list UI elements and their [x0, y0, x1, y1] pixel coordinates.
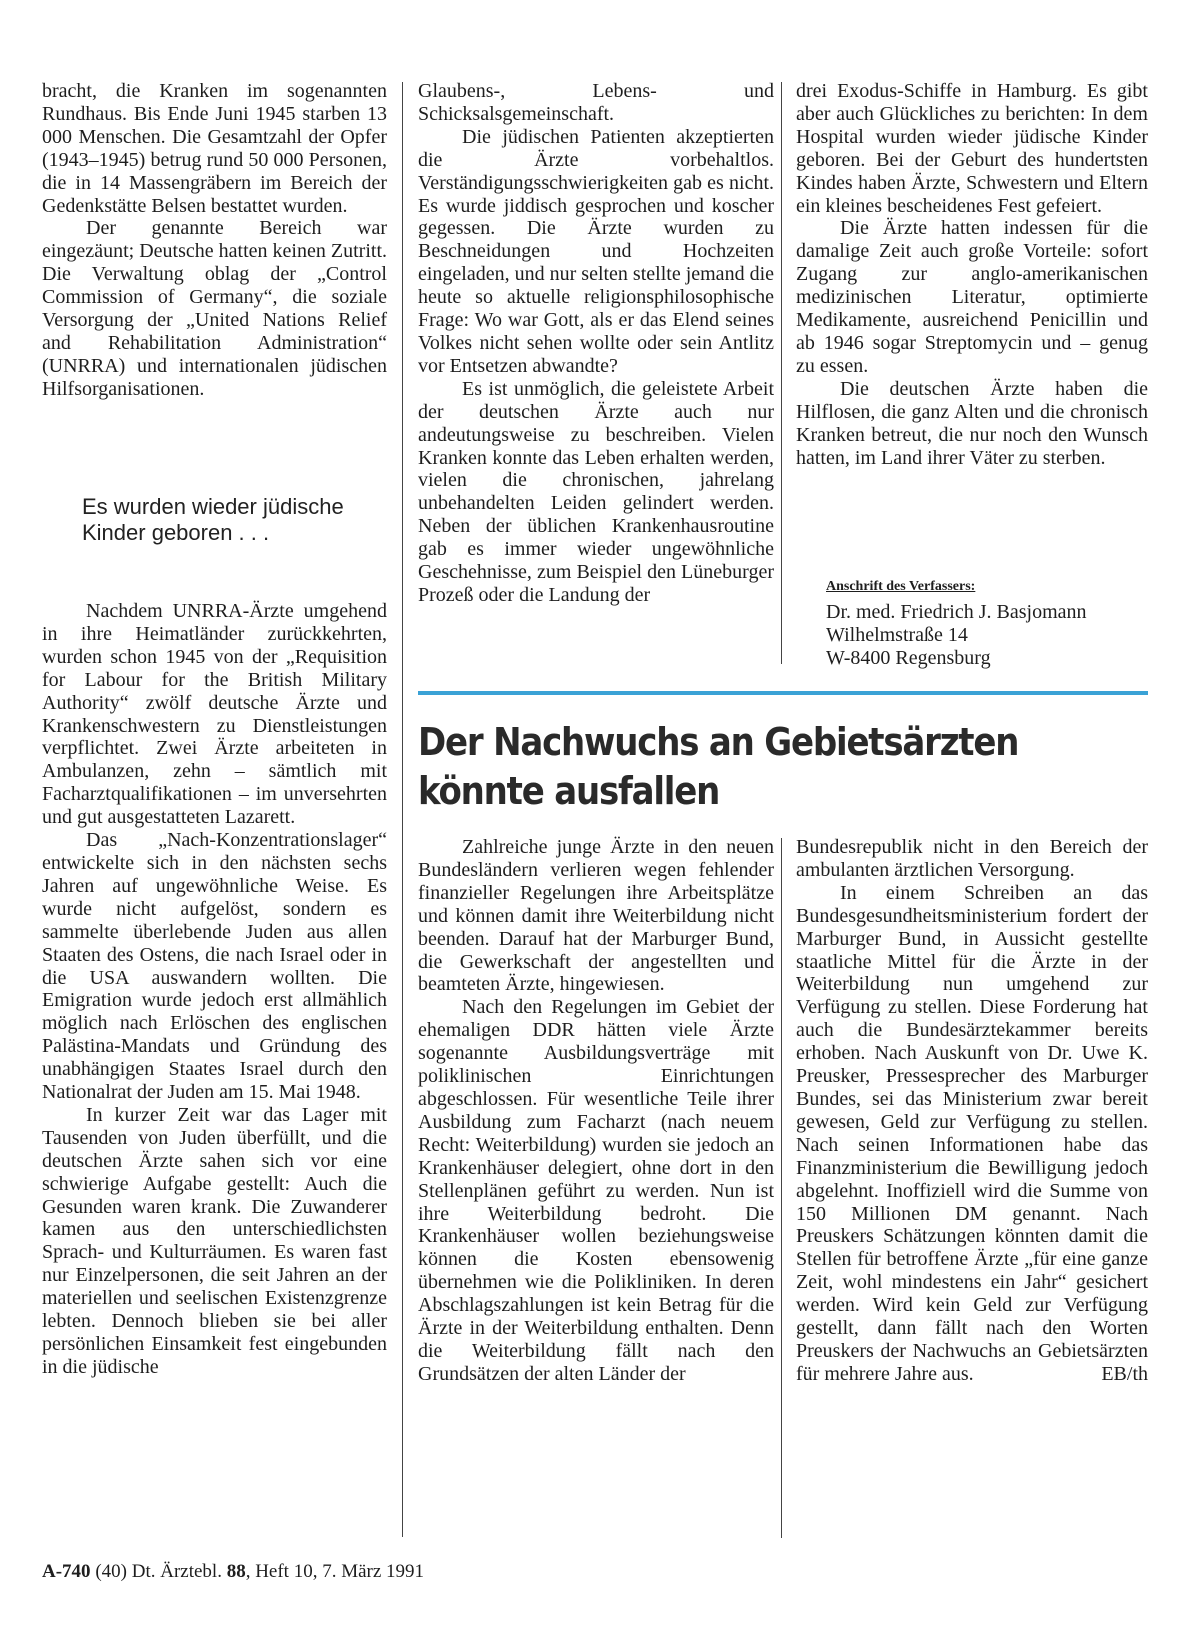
paragraph: Bundesrepublik nicht in den Bereich der ambulanten ärztlichen Versorgung.: [796, 836, 1148, 881]
paragraph: Die jüdischen Patienten akzeptierten die Ärzte vorbehaltlos. Verständigungsschwierigkeiten gab es nicht. Es wurde jiddisch gesprochen und koscher gegessen. Die Ärzte wurden zu Beschneidungen und Hochzeiten eingeladen, und nur selten stellte jemand die heute so aktuelle religionsphilosophische Frage: Wo war Gott, als er das Elend seines Volkes nicht sehen wollte oder sein Antlitz vor Entsetzen abwandte?: [418, 125, 774, 377]
section-separator: [418, 691, 1148, 695]
paragraph: [796, 882, 1148, 1386]
paragraph-text: In einem Schreiben an das Bundesgesundheitsministerium fordert der Marburger Bund, in Aussicht gestellte staatliche Mittel für die Ärzte in der Weiterbildung nun umgehend zur Verfügung zu stellen. Diese Forderung hat auch die Bundesärztekammer bereits erhoben. Nach Auskunft von Dr. Uwe K. Preusker, Pressesprecher des Marburger Bundes, sei das Ministerium zwar bereit gewesen, Geld zur Verfügung zu stellen. Nach seinen Informationen habe das Finanzministerium die Bewilligung jedoch abgelehnt. Inoffiziell wird die Summe von 150 Millionen DM genannt. Nach Preuskers Schätzungen könnten damit die Stellen für betroffene Ärzte „für eine ganze Zeit, wohl mindestens ein Jahr“ gesichert werden. Wird kein Geld zur Verfügung gestellt, dann fällt nach den Worten Preuskers der Nachwuchs an Gebietsärzten für mehrere Jahre aus.: [796, 881, 1148, 1385]
paragraph: Das „Nach-Konzentrationslager“ entwickelte sich in den nächsten sechs Jahren auf ungewöhnliche Weise. Es wurde nicht aufgelöst, sondern es sammelte überlebende Juden aus allen Staaten des Ostens, die nach Israel oder in die USA auswandern wollten. Die Emigration wurde jedoch erst allmählich möglich nach Erlöschen des englischen Palästina-Mandats und Gründung des unabhängigen Staates Israel durch den Nationalrat der Juden am 15. Mai 1948.: [42, 829, 387, 1104]
paragraph: Nach den Regelungen im Gebiet der ehemaligen DDR hätten viele Ärzte sogenannte Ausbildungsverträge mit poliklinischen Einrichtungen abgeschlossen. Für wesentliche Teile ihrer Ausbildung zum Facharzt (nach neuem Recht: Weiterbildung) wurden sie jedoch an Krankenhäuser delegiert, ohne dort in den Stellenplänen geführt zu werden. Nun ist ihre Weiterbildung bedroht. Die Krankenhäuser wollen beziehungsweise können die Kosten ebensowenig übernehmen wie die Polikliniken. In deren Abschlagszahlungen ist kein Betrag für die Ärzte in der Weiterbildung enthalten. Denn die Weiterbildung fällt nach den Grundsätzen der alten Länder der: [418, 996, 774, 1385]
article-headline: [418, 718, 1138, 817]
journal-issue: , Heft 10, 7. März 1991: [245, 1561, 425, 1582]
author-address-label: Anschrift des Verfassers:: [826, 579, 976, 594]
journal-volume: 88: [226, 1561, 246, 1582]
paragraph: Es ist unmöglich, die geleistete Arbeit der deutschen Ärzte auch nur andeutungsweise zu beschreiben. Vielen Kranken konnte das Leben erhalten werden, vielen die chronischen, jahrelang unbehandelten Leiden gelindert werden. Neben der üblichen Krankenhausroutine gab es immer wieder ungewöhnliche Geschehnisse, zum Beispiel den Lüneburger Prozeß oder die Landung der: [418, 377, 774, 606]
paragraph: Zahlreiche junge Ärzte in den neuen Bundesländern verlieren wegen fehlender finanzieller Regelungen ihre Arbeitsplätze und können damit ihre Weiterbildung nicht beenden. Darauf hat der Marburger Bund, die Gewerkschaft der angestellten und beamteten Ärzte, hingewiesen.: [418, 836, 774, 996]
column-divider: [781, 82, 782, 664]
column-divider: [402, 82, 403, 1537]
author-initials: EB/th: [1101, 1362, 1148, 1385]
paragraph: Die deutschen Ärzte haben die Hilflosen, die ganz Alten und die chronisch Kranken betreut, die nur noch den Wunsch hatten, im Land ihrer Väter zu sterben.: [796, 377, 1148, 469]
address-line: Wilhelmstraße 14: [826, 624, 968, 646]
article-column-1-continued: [42, 600, 387, 1379]
article-column-2: [418, 80, 774, 607]
paragraph: Der genannte Bereich war eingezäunt; Deutsche hatten keinen Zutritt. Die Verwaltung oblag der „Control Commission of Germany“, die soziale Versorgung der „United Nations Relief and Rehabilitation Administration“ (UNRRA) und internationalen jüdischen Hilfsorganisationen.: [42, 217, 387, 400]
news-column-2: [796, 836, 1148, 1386]
page-number: A-740: [42, 1561, 91, 1582]
author-address: [826, 601, 1087, 670]
column-divider: [781, 838, 782, 1538]
journal-ref: (40) Dt. Ärztebl.: [95, 1561, 222, 1582]
article-column-1: [42, 80, 387, 401]
paragraph: bracht, die Kranken im sogenannten Rundhaus. Bis Ende Juni 1945 starben 13 000 Menschen. Die Gesamtzahl der Opfer (1943–1945) betrug rund 50 000 Personen, die in 14 Massengräbern im Bereich der Gedenkstätte Belsen bestattet wurden.: [42, 80, 387, 217]
news-column-1: [418, 836, 774, 1386]
address-line: Dr. med. Friedrich J. Basjomann: [826, 601, 1087, 623]
address-line: W-8400 Regensburg: [826, 647, 991, 669]
paragraph: Die Ärzte hatten indessen für die damalige Zeit auch große Vorteile: sofort Zugang zur anglo-amerikanischen medizinischen Literatur, optimierte Medikamente, ausreichend Penicillin und ab 1946 sogar Streptomycin und – genug zu essen.: [796, 217, 1148, 377]
headline-line: könnte ausfallen: [418, 769, 720, 815]
paragraph: drei Exodus-Schiffe in Hamburg. Es gibt aber auch Glückliches zu berichten: In dem Hospital wurden wieder jüdische Kinder geboren. Bei der Geburt des hundertsten Kindes haben Ärzte, Schwestern und Eltern ein kleines bescheidenes Fest gefeiert.: [796, 80, 1148, 217]
page-footer: [42, 1561, 424, 1583]
paragraph: Nachdem UNRRA-Ärzte umgehend in ihre Heimatländer zurückkehrten, wurden schon 1945 von der „Requisition for Labour for the British Military Authority“ zwölf deutsche Ärzte und Krankenschwestern zu Dienstleistungen verpflichtet. Zwei Ärzte arbeiteten in Ambulanzen, zehn – sämtlich mit Facharztqualifikationen – im unversehrten und gut ausgestatteten Lazarett.: [42, 600, 387, 829]
section-subheading: Es wurden wieder jüdische Kinder geboren . . .: [82, 494, 344, 545]
headline-line: Der Nachwuchs an Gebietsärzten: [418, 720, 1019, 766]
paragraph: In kurzer Zeit war das Lager mit Tausenden von Juden überfüllt, und die deutschen Ärzte sahen sich vor eine schwierige Aufgabe gestellt: Auch die Gesunden waren krank. Die Zuwanderer kamen aus den unterschiedlichsten Sprach- und Kulturräumen. Es waren fast nur Einzelpersonen, die seit Jahren an der materiellen und seelischen Existenzgrenze lebten. Dennoch blieben sie bei aller persönlichen Einsamkeit fest eingebunden in die jüdische: [42, 1103, 387, 1378]
paragraph: Glaubens-, Lebens- und Schicksalsgemeinschaft.: [418, 80, 774, 125]
article-column-3: [796, 80, 1148, 469]
